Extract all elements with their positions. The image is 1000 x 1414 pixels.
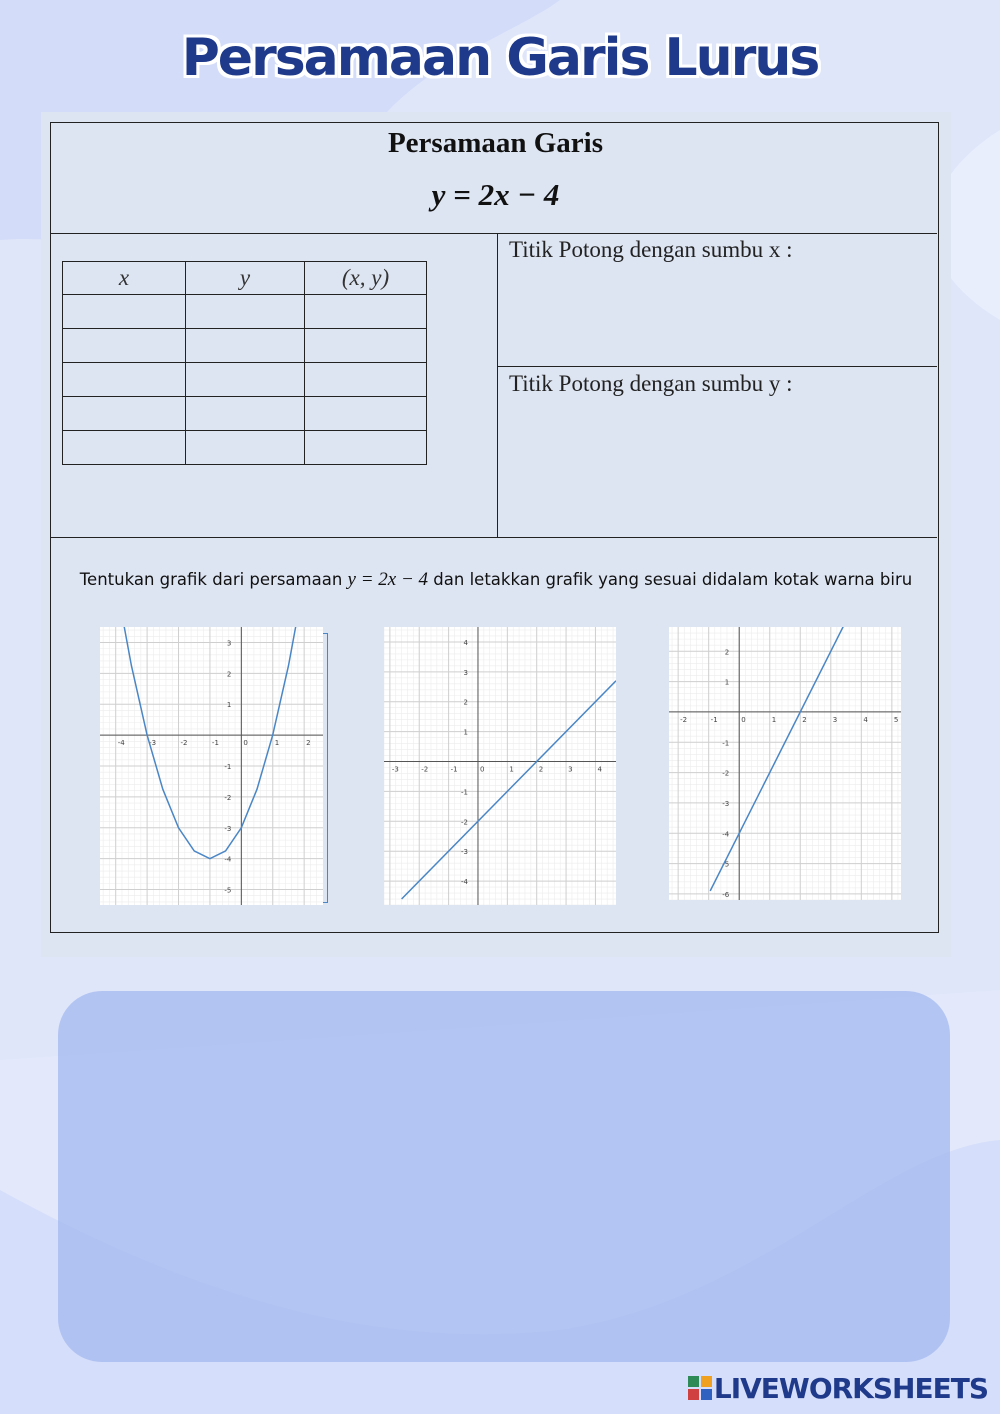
table-cell-y[interactable]	[186, 397, 305, 431]
table-cell-y[interactable]	[186, 295, 305, 329]
y-tick-label: 4	[463, 638, 468, 647]
x-tick-label: -2	[421, 765, 429, 774]
table-row	[63, 397, 427, 431]
x-tick-label: 2	[538, 765, 544, 774]
y-tick-label: 2	[724, 648, 730, 657]
table-cell-xy[interactable]	[305, 329, 427, 363]
y-tick-label: 1	[226, 701, 232, 710]
y-tick-label: -1	[224, 763, 232, 771]
y-tick-label: -2	[224, 793, 232, 802]
table-cell-xy[interactable]	[305, 431, 427, 465]
table-header-xy: (x, y)	[305, 262, 427, 295]
y-tick-label: -3	[224, 824, 232, 833]
table-cell-y[interactable]	[186, 329, 305, 363]
y-tick-label: 1	[724, 678, 730, 687]
graph-option-line-b[interactable]	[669, 627, 901, 900]
y-tick-label: -3	[460, 848, 468, 857]
x-tick-label: -1	[450, 765, 458, 774]
x-tick-label: -3	[391, 765, 399, 774]
table-header-x: x	[63, 262, 186, 295]
table-cell-xy[interactable]	[305, 295, 427, 329]
x-tick-label: 0	[479, 765, 485, 774]
y-tick-label: -2	[722, 769, 730, 778]
graph-option-line-a[interactable]	[384, 627, 616, 905]
answer-drop-box[interactable]	[58, 991, 950, 1362]
y-tick-label: 3	[226, 639, 232, 648]
graph-option-parabola[interactable]	[100, 627, 323, 905]
y-tick-label: -2	[460, 818, 468, 827]
y-tick-label: 3	[463, 668, 468, 677]
y-tick-label: 2	[463, 698, 468, 707]
y-intercept-label: Titik Potong dengan sumbu y :	[509, 371, 793, 396]
x-tick-label: 1	[509, 765, 514, 774]
x-tick-label: 3	[568, 765, 573, 774]
x-tick-label: -1	[211, 739, 219, 748]
divider-intercepts	[497, 366, 937, 367]
table-cell-x[interactable]	[63, 295, 186, 329]
worksheet-frame	[50, 122, 939, 933]
worksheet	[41, 112, 951, 957]
table-row	[63, 431, 427, 465]
liveworksheets-logo-icon	[688, 1376, 712, 1400]
y-tick-label: -1	[722, 739, 730, 748]
x-tick-label: 0	[243, 739, 248, 748]
x-tick-label: 2	[306, 739, 311, 748]
x-tick-label: -4	[117, 739, 125, 748]
y-tick-label: 1	[463, 728, 468, 737]
y-tick-label: -3	[722, 799, 730, 808]
instruction-text-after: dan letakkan grafik yang sesuai didalam kotak warna biru	[428, 570, 913, 589]
page-title: Persamaan Garis Lurus	[181, 28, 819, 88]
instruction-text-before: Tentukan grafik dari persamaan	[79, 570, 348, 589]
y-tick-label: -5	[224, 886, 232, 895]
equation: y = 2x − 4	[431, 177, 560, 212]
x-tick-label: 4	[863, 715, 868, 724]
x-tick-label: 4	[597, 765, 602, 774]
x-tick-label: 0	[741, 715, 746, 724]
table-cell-x[interactable]	[63, 363, 186, 397]
table-cell-x[interactable]	[63, 397, 186, 431]
divider-header	[51, 233, 937, 234]
y-tick-label: 2	[226, 670, 232, 679]
x-intercept-label: Titik Potong dengan sumbu x :	[509, 237, 793, 262]
x-tick-label: -1	[710, 715, 718, 724]
table-row	[63, 363, 427, 397]
table-cell-xy[interactable]	[305, 397, 427, 431]
x-tick-label: 2	[802, 715, 807, 724]
instruction	[66, 567, 926, 592]
y-tick-label: -4	[224, 855, 232, 864]
table-cell-x[interactable]	[63, 329, 186, 363]
y-tick-label: -4	[722, 830, 730, 839]
table-cell-y[interactable]	[186, 431, 305, 465]
brand-name: LIVEWORKSHEETS	[713, 1372, 988, 1405]
x-tick-label: -2	[680, 715, 688, 724]
table-cell-xy[interactable]	[305, 363, 427, 397]
x-tick-label: -3	[149, 739, 157, 748]
table-row	[63, 295, 427, 329]
x-tick-label: 1	[274, 739, 280, 748]
y-tick-label: -4	[460, 878, 468, 887]
y-tick-label: -6	[722, 890, 730, 899]
x-tick-label: 3	[832, 715, 838, 724]
y-tick-label: -1	[460, 788, 468, 797]
table-row	[63, 329, 427, 363]
divider-middle	[497, 233, 498, 537]
y-tick-label: -5	[722, 860, 730, 869]
x-tick-label: 5	[893, 715, 899, 724]
table-cell-x[interactable]	[63, 431, 186, 465]
divider-graphs	[51, 537, 937, 538]
xy-table	[62, 261, 427, 465]
table-cell-y[interactable]	[186, 363, 305, 397]
x-tick-label: 1	[771, 715, 777, 724]
graph-bracket	[323, 633, 328, 903]
table-header-y: y	[186, 262, 305, 295]
instruction-equation: y = 2x − 4	[347, 569, 429, 590]
x-tick-label: -2	[180, 739, 188, 748]
worksheet-heading: Persamaan Garis	[387, 127, 604, 159]
brand	[688, 1372, 988, 1405]
